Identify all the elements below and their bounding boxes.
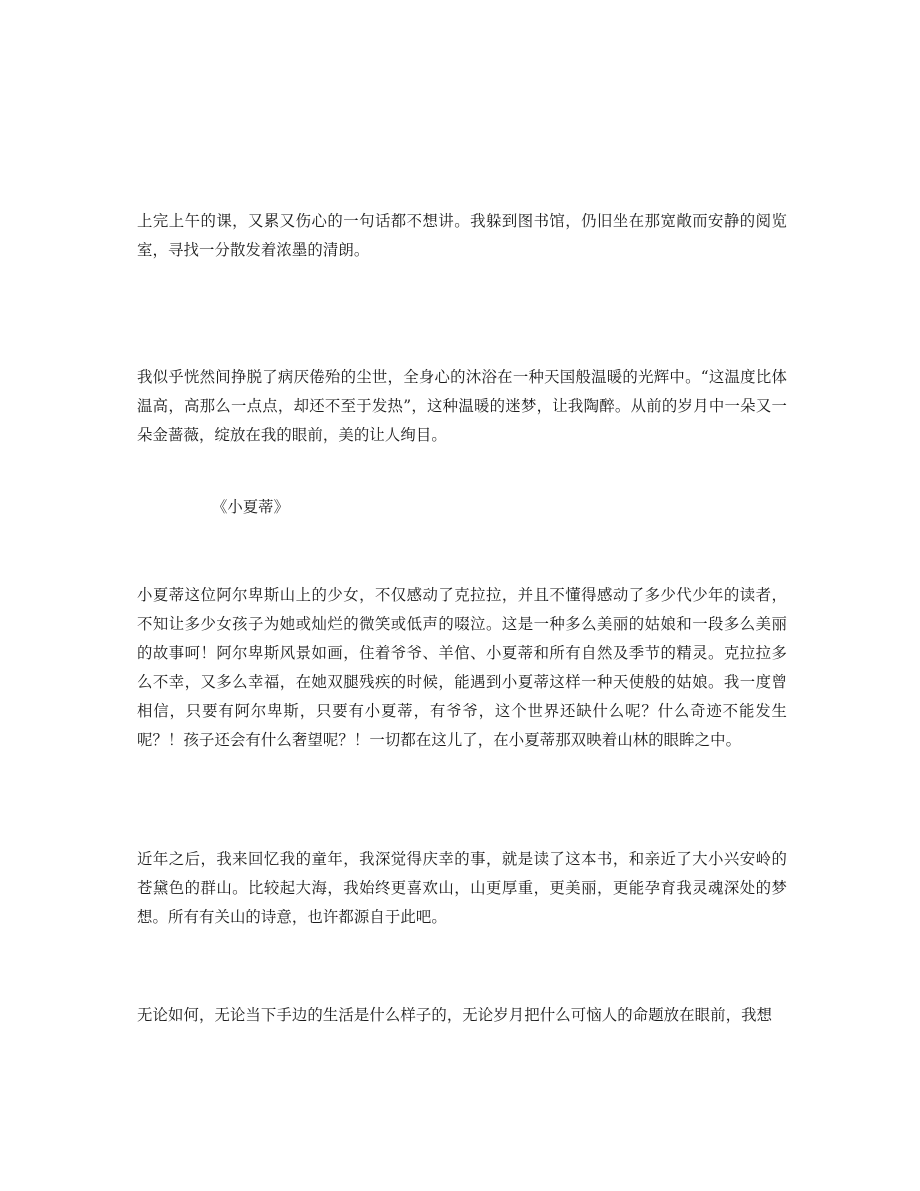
book-title: 《小夏蒂》 [212,498,289,516]
paragraph-anyway: 无论如何，无论当下手边的生活是什么样子的，无论岁月把什么可恼人的命题放在眼前，我想 [137,1006,773,1024]
paragraph-heidi: 小夏蒂这位阿尔卑斯山上的少女，不仅感动了克拉拉，并且不懂得感动了多少代少年的读者，不知让多少女孩子为她或灿烂的微笑或低声的啜泣。这是一种多么美丽的姑娘和一段多么美丽的故事呵！阿尔卑斯风景如画，住着爷爷、羊倌、小夏蒂和所有自然及季节的精灵。克拉拉多么不幸，又多么幸福，在她双腿残疾的时候，能遇到小夏蒂这样一种天使般的姑娘。我一度曾相信，只要有阿尔卑斯，只要有小夏蒂，有爷爷，这个世界还缺什么呢？什么奇迹不能发生呢？！孩子还会有什么奢望呢？！一切都在这儿了，在小夏蒂那双映着山林的眼眸之中。 [137,586,787,749]
paragraph-library: 上完上午的课，又累又伤心的一句话都不想讲。我躲到图书馆，仍旧坐在那宽敞而安静的阅览室，寻找一分散发着浓墨的清朗。 [137,212,787,259]
paragraph-warmth: 我似乎恍然间挣脱了病厌倦殆的尘世，全身心的沐浴在一种天国般温暖的光辉中。“这温度比体温高，高那么一点点，却还不至于发热”，这种温暖的迷梦，让我陶醉。从前的岁月中一朵又一朵金蔷薇，绽放在我的眼前，美的让人绚目。 [137,368,787,444]
paragraph-childhood: 近年之后，我来回忆我的童年，我深觉得庆幸的事，就是读了这本书，和亲近了大小兴安岭的苍黛色的群山。比较起大海，我始终更喜欢山，山更厚重，更美丽，更能孕育我灵魂深处的梦想。所有有关山的诗意，也许都源自于此吧。 [137,850,787,926]
